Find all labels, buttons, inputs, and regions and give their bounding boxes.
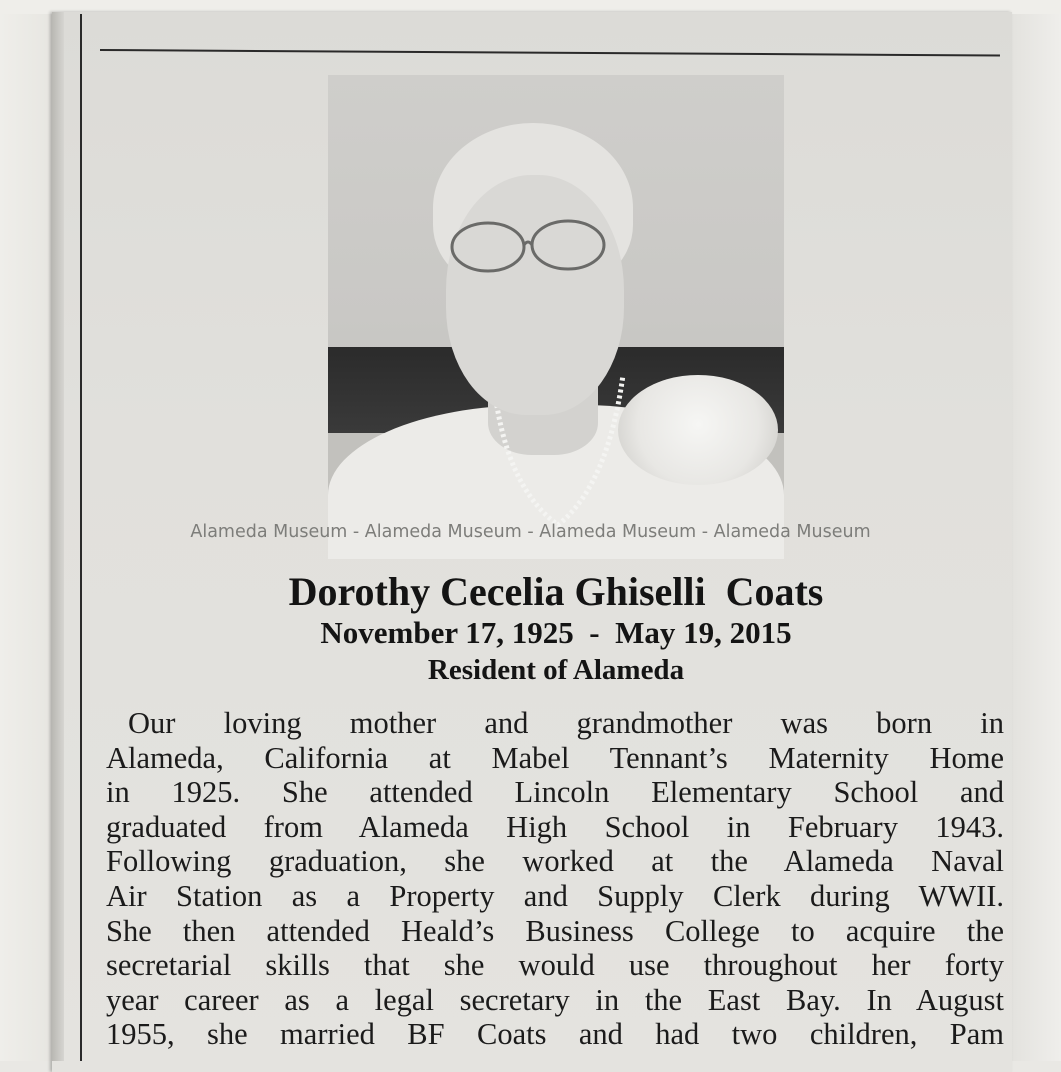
body-line: Following graduation, she worked at the Alameda Naval [106, 844, 1004, 879]
body-line: Our loving mother and grandmother was born in [128, 706, 1004, 740]
eyeglasses-icon [440, 215, 616, 275]
body-line: in 1925. She attended Lincoln Elementary School and [106, 775, 1004, 810]
body-line: She then attended Heald’s Business College to acquire the [106, 913, 1004, 948]
obituary-dates: November 17, 1925 - May 19, 2015 [320, 615, 792, 650]
obituary-residence: Resident of Alameda [427, 654, 685, 686]
body-line: Alameda, California at Mabel Tennant’s Maternity Home [106, 740, 1004, 775]
photo-figure-face [446, 175, 624, 415]
body-line: year career as a legal secretary in the East Bay. In August [106, 982, 1004, 1017]
body-line: Air Station as a Property and Supply Clerk during WWII. [106, 878, 1004, 913]
corsage-flower [618, 375, 778, 485]
body-line: graduated from Alameda High School in February 1943. [106, 809, 1004, 844]
body-line: secretarial skills that she would use throughout her forty [106, 948, 1004, 983]
portrait-photo [328, 75, 784, 559]
museum-watermark: Alameda Museum - Alameda Museum - Alameda Museum - Alameda Museum [190, 522, 871, 542]
obituary-body [106, 706, 1004, 1052]
obituary-name: Dorothy Cecelia Ghiselli Coats [288, 569, 824, 614]
body-line: 1955, she married BF Coats and had two children, Pam [106, 1017, 1004, 1052]
